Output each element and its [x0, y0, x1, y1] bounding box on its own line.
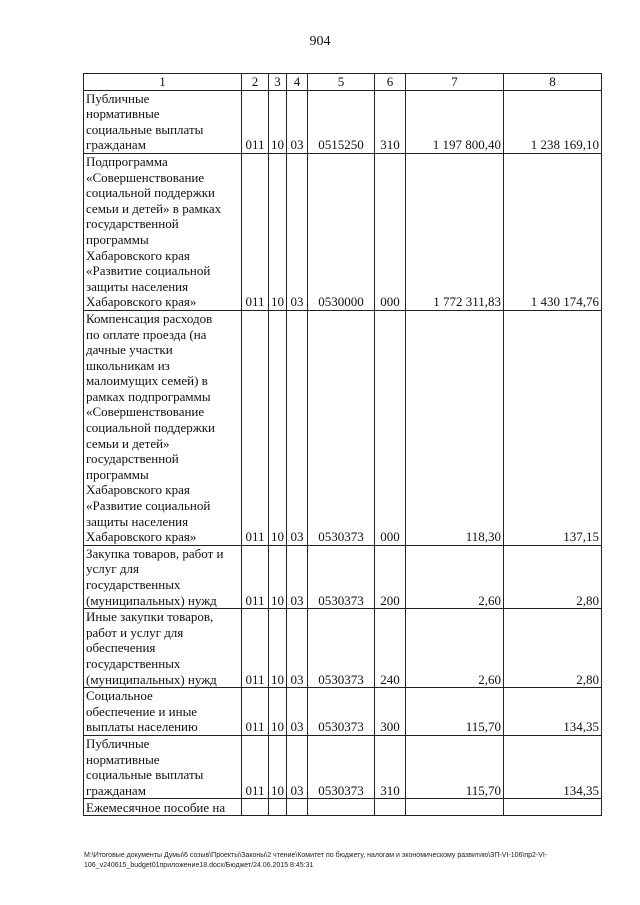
row-cell-col-2: 011: [242, 688, 269, 736]
row-name-line: Закупка товаров, работ и: [86, 545, 224, 561]
header-col-2: 2: [242, 74, 269, 91]
row-cell-col-6: 310: [375, 735, 406, 798]
header-col-7: 7: [406, 74, 504, 91]
row-name-line: Хабаровского края: [86, 247, 190, 263]
table-row: [84, 735, 602, 798]
row-cell-col-2: 011: [242, 310, 269, 545]
row-name-line: работ и услуг для: [86, 624, 184, 640]
header-col-8: 8: [504, 74, 602, 91]
table-body: [84, 90, 602, 816]
row-name-line: выплаты населению: [86, 719, 198, 735]
row-cell-col-5: 0530373: [308, 735, 375, 798]
row-name-line: дачные участки: [86, 342, 173, 358]
row-name-line: (муниципальных) нужд: [86, 671, 217, 687]
row-cell-col-2: [242, 799, 269, 816]
row-cell-col-8: 134,35: [504, 735, 602, 798]
row-cell-col-2: 011: [242, 153, 269, 310]
row-name-cell: [84, 153, 242, 310]
row-name-cell: [84, 609, 242, 688]
row-cell-col-6: 000: [375, 310, 406, 545]
row-name-line: «Совершенствование: [86, 169, 205, 185]
row-name-line: «Развитие социальной: [86, 263, 211, 279]
row-name-line: обеспечение и иные: [86, 703, 198, 719]
row-cell-col-2: 011: [242, 609, 269, 688]
header-col-3: 3: [269, 74, 287, 91]
row-name-cell: [84, 735, 242, 798]
row-cell-col-3: 10: [269, 153, 287, 310]
budget-table: [83, 73, 602, 816]
row-cell-col-3: 10: [269, 735, 287, 798]
footer-path-line-1: M:\Итоговые документы Думы\6 созыв\Проекты\Законы\2 чтение\Комитет по бюджету, налогам и экономическому развитию\ЗП-VI-106\пр2-VI-: [84, 852, 548, 859]
row-cell-col-4: 03: [287, 310, 308, 545]
row-cell-col-6: 000: [375, 153, 406, 310]
row-name-line: школьникам из: [86, 357, 170, 373]
header-col-6: 6: [375, 74, 406, 91]
row-cell-col-5: [308, 799, 375, 816]
row-name-line: государственных: [86, 577, 181, 592]
table-header-row: [84, 74, 602, 91]
table-row: [84, 688, 602, 736]
table-row: [84, 799, 602, 816]
row-cell-col-7: 115,70: [406, 735, 504, 798]
row-name-line: семьи и детей» в рамках: [86, 200, 222, 216]
row-name-line: гражданам: [86, 137, 146, 153]
row-name-cell: [84, 545, 242, 608]
row-name-line: Иные закупки товаров,: [86, 609, 214, 625]
row-name-cell: [84, 310, 242, 545]
row-cell-col-5: 0530373: [308, 545, 375, 608]
row-name-line: Хабаровского края»: [86, 294, 197, 310]
row-cell-col-7: 1 772 311,83: [406, 153, 504, 310]
row-name-cell: [84, 688, 242, 736]
row-cell-col-5: 0530000: [308, 153, 375, 310]
row-cell-col-5: 0515250: [308, 90, 375, 153]
row-cell-col-3: 10: [269, 609, 287, 688]
row-name-line: защиты населения: [86, 513, 189, 529]
row-name-line: Социальное: [86, 688, 153, 704]
row-cell-col-8: [504, 799, 602, 816]
document-path-footer: [84, 851, 604, 871]
row-cell-col-6: [375, 799, 406, 816]
row-cell-col-7: 118,30: [406, 310, 504, 545]
row-name-line: социальные выплаты: [86, 121, 204, 137]
row-cell-col-3: 10: [269, 688, 287, 736]
table-row: [84, 609, 602, 688]
row-name-line: государственной: [86, 216, 179, 232]
row-name-line: Публичные: [86, 90, 150, 106]
row-cell-col-7: [406, 799, 504, 816]
row-cell-col-6: 200: [375, 545, 406, 608]
row-name-line: нормативные: [86, 751, 160, 767]
row-name-line: социальной поддержки: [86, 185, 215, 201]
row-cell-col-3: 10: [269, 310, 287, 545]
row-cell-col-6: 300: [375, 688, 406, 736]
row-name-line: программы: [86, 231, 149, 247]
row-name-line: Публичные: [86, 735, 150, 751]
row-name-line: Хабаровского края»: [86, 529, 197, 545]
row-name-line: государственной: [86, 451, 179, 467]
row-cell-col-8: 137,15: [504, 310, 602, 545]
page-number: 904: [309, 34, 331, 49]
row-cell-col-8: 2,80: [504, 545, 602, 608]
header-col-4: 4: [287, 74, 308, 91]
row-cell-col-7: 1 197 800,40: [406, 90, 504, 153]
row-cell-col-4: 03: [287, 545, 308, 608]
row-cell-col-4: 03: [287, 153, 308, 310]
row-cell-col-6: 240: [375, 609, 406, 688]
row-cell-col-3: [269, 799, 287, 816]
row-cell-col-5: 0530373: [308, 688, 375, 736]
row-name-line: Хабаровского края: [86, 482, 190, 498]
table-row: [84, 310, 602, 545]
row-cell-col-4: 03: [287, 688, 308, 736]
row-cell-col-3: 10: [269, 545, 287, 608]
row-cell-col-4: 03: [287, 90, 308, 153]
row-cell-col-2: 011: [242, 735, 269, 798]
row-name-line: Ежемесячное пособие на: [86, 799, 226, 815]
row-cell-col-7: 115,70: [406, 688, 504, 736]
row-cell-col-5: 0530373: [308, 609, 375, 688]
row-cell-col-8: 134,35: [504, 688, 602, 736]
row-cell-col-5: 0530373: [308, 310, 375, 545]
row-cell-col-8: 2,80: [504, 609, 602, 688]
row-name-line: «Развитие социальной: [86, 498, 211, 514]
row-name-line: (муниципальных) нужд: [86, 592, 217, 608]
row-name-line: услуг для: [86, 561, 139, 577]
row-cell-col-4: [287, 799, 308, 816]
table-row: [84, 90, 602, 153]
row-name-line: рамках подпрограммы: [86, 388, 211, 404]
row-name-line: социальной поддержки: [86, 420, 215, 436]
row-name-line: семьи и детей»: [86, 435, 170, 451]
row-name-line: по оплате проезда (на: [86, 326, 207, 342]
footer-path-line-2: 106_v240615_budget01приложение18.docx/Бюджет/24.06.2015 8:45:31: [84, 862, 314, 869]
row-name-line: малоимущих семей) в: [86, 373, 208, 389]
row-name-cell: [84, 799, 242, 816]
row-name-line: социальные выплаты: [86, 767, 204, 783]
row-cell-col-8: 1 430 174,76: [504, 153, 602, 310]
row-cell-col-6: 310: [375, 90, 406, 153]
row-cell-col-7: 2,60: [406, 609, 504, 688]
row-cell-col-3: 10: [269, 90, 287, 153]
row-name-line: программы: [86, 466, 149, 482]
row-name-cell: [84, 90, 242, 153]
row-name-line: гражданам: [86, 782, 146, 798]
row-cell-col-8: 1 238 169,10: [504, 90, 602, 153]
row-name-line: государственных: [86, 655, 181, 671]
row-name-line: Компенсация расходов: [86, 310, 213, 326]
row-cell-col-7: 2,60: [406, 545, 504, 608]
row-name-line: обеспечения: [86, 640, 156, 656]
row-name-line: Подпрограмма: [86, 153, 168, 169]
row-cell-col-4: 03: [287, 609, 308, 688]
row-cell-col-2: 011: [242, 545, 269, 608]
header-col-5: 5: [308, 74, 375, 91]
table-row: [84, 153, 602, 310]
table-row: [84, 545, 602, 608]
row-name-line: «Совершенствование: [86, 404, 205, 420]
row-name-line: нормативные: [86, 106, 160, 122]
row-cell-col-4: 03: [287, 735, 308, 798]
row-name-line: защиты населения: [86, 278, 189, 294]
header-col-1: 1: [84, 74, 242, 91]
row-cell-col-2: 011: [242, 90, 269, 153]
